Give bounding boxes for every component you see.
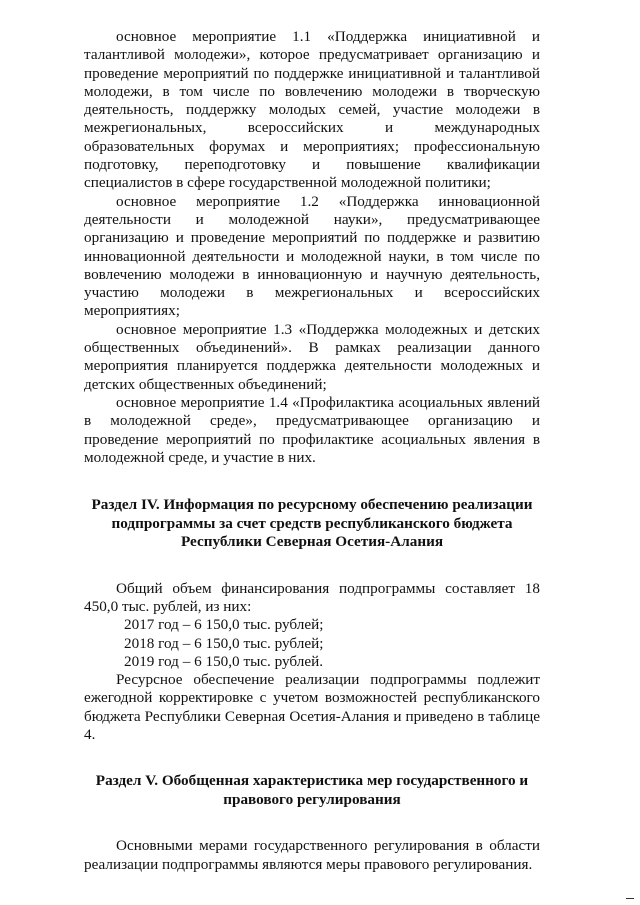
paragraph-measure-1-1: основное мероприятие 1.1 «Поддержка инициативной и талантливой молодежи», которое предусматривает организацию и проведение мероприятий по поддержке инициативной и талантливой молодежи, в том числе по вовлечению молодежи в творческую деятельность, поддержку молодых семей, участие молодежи в межрегиональных, всероссийских и международных образовательных форумах и мероприятиях; профессиональную подготовку, переподготовку и повышение квалификации специалистов в сфере государственной молодежной политики; bbox=[84, 28, 540, 192]
resource-provision-paragraph: Ресурсное обеспечение реализации подпрограммы подлежит ежегодной корректировке с учетом возможностей республиканского бюджета Республики Северная Осетия-Алания и приведено в таблице 4. bbox=[84, 671, 540, 743]
paragraph-measure-1-2: основное мероприятие 1.2 «Поддержка инновационной деятельности и молодежной науки», предусматривающее организацию и проведение мероприятий по поддержке и развитию инновационной деятельности и молодежной науки, в том числе по вовлечению молодежи в инновационную и научную деятельность, участию молодежи в межрегиональных и всероссийских мероприятиях; bbox=[84, 192, 540, 320]
paragraph-measure-1-3: основное мероприятие 1.3 «Поддержка молодежных и детских общественных объединений». В рамках реализации данного мероприятия планируется поддержка деятельности молодежных и детских общественных объединений; bbox=[84, 320, 540, 393]
financing-total-paragraph: Общий объем финансирования подпрограммы составляет 18 450,0 тыс. рублей, из них: bbox=[84, 579, 540, 615]
page-corner-mark bbox=[626, 898, 634, 899]
financing-years-list bbox=[84, 616, 540, 671]
document-page bbox=[84, 28, 540, 874]
section-5-title: Раздел V. Обобщенная характеристика мер государственного и правового регулирования bbox=[95, 772, 529, 808]
financing-year-2019: 2019 год – 6 150,0 тыс. рублей. bbox=[124, 652, 324, 670]
regulation-paragraph: Основными мерами государственного регулирования в области реализации подпрограммы являются меры правового регулирования. bbox=[84, 837, 540, 873]
financing-year-2018: 2018 год – 6 150,0 тыс. рублей; bbox=[124, 634, 324, 652]
section-4-title: Раздел IV. Информация по ресурсному обеспечению реализации подпрограммы за счет средств республиканского бюджета Республики Северная Осетия-Алания bbox=[91, 496, 533, 551]
financing-year-2017: 2017 год – 6 150,0 тыс. рублей; bbox=[124, 616, 324, 634]
paragraph-measure-1-4: основное мероприятие 1.4 «Профилактика асоциальных явлений в молодежной среде», предусматривающее организацию и проведение мероприятий по профилактике асоциальных явления в молодежной среде, и участие в них. bbox=[84, 393, 540, 466]
